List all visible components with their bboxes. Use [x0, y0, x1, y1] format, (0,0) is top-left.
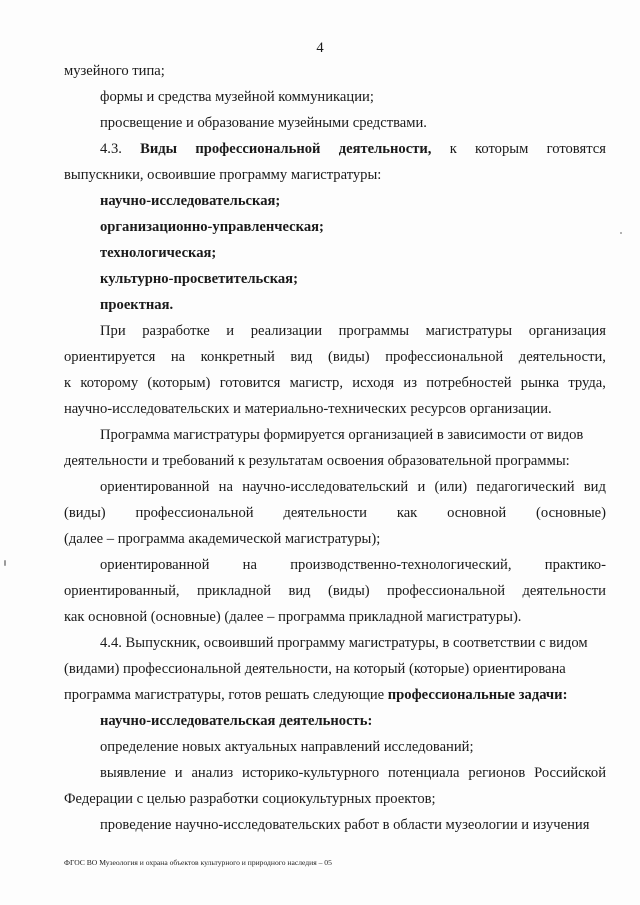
word: конкретный [200, 349, 275, 365]
word: регионов [468, 765, 526, 781]
word: которому [80, 375, 139, 391]
word: вид [583, 479, 606, 495]
word: как [396, 505, 418, 521]
text-line: как основной (основные) (далее – программа прикладной магистратуры). [64, 609, 522, 625]
word: Виды [140, 141, 178, 157]
word: основной [447, 505, 507, 521]
word: и [226, 323, 235, 339]
word: на [242, 557, 257, 573]
word: программы [338, 323, 410, 339]
activity-list-item: культурно-просветительская; [100, 271, 298, 287]
text-span: программа магистратуры, готов решать следующие [64, 687, 388, 703]
word: профессиональной [195, 141, 321, 157]
word: деятельности [522, 583, 606, 599]
word: готовятся [546, 141, 606, 157]
word: к [449, 141, 457, 157]
word: анализ [191, 765, 234, 781]
word: на [170, 349, 186, 365]
justified-line [100, 322, 606, 340]
text-line: научно-исследовательских и материально-технических ресурсов организации. [64, 401, 552, 417]
word: труда, [568, 375, 606, 391]
word: Российской [534, 765, 606, 781]
scan-speck [620, 232, 622, 234]
word: (виды) [327, 583, 370, 599]
word: исходя [352, 375, 395, 391]
word: деятельности, [338, 141, 432, 157]
text-line: выпускники, освоившие программу магистратуры: [64, 167, 382, 183]
justified-line [100, 764, 606, 782]
word: потенциала [387, 765, 460, 781]
word: (основные) [536, 505, 606, 521]
word: 4.3. [100, 141, 122, 157]
activity-list-item: научно-исследовательская; [100, 193, 281, 209]
text-line: формы и средства музейной коммуникации; [100, 89, 374, 105]
word: которым [475, 141, 529, 157]
section-4-3-heading [100, 140, 606, 158]
word: (виды) [328, 349, 370, 365]
word: (или) [434, 479, 468, 495]
justified-line [64, 374, 606, 392]
word: из [403, 375, 417, 391]
page-footer: ФГОС ВО Музеология и охрана объектов культурного и природного наследия – 05 [64, 858, 332, 867]
text-line: определение новых актуальных направлений исследований; [100, 739, 474, 755]
word: профессиональной [387, 583, 506, 599]
research-activity-heading: научно-исследовательская деятельность: [100, 713, 373, 729]
scan-speck [4, 560, 6, 566]
word: производственно-технологический, [290, 557, 512, 573]
word: педагогический [476, 479, 575, 495]
word: ориентируется [64, 349, 156, 365]
word: (которым) [147, 375, 211, 391]
word: деятельности, [518, 349, 606, 365]
word: магистр, [289, 375, 343, 391]
word: готовится [219, 375, 281, 391]
word: рынка [520, 375, 560, 391]
activity-list-item: технологическая; [100, 245, 217, 261]
word: и [417, 479, 426, 495]
justified-line [100, 478, 606, 496]
word: (виды) [64, 505, 106, 521]
text-line: деятельности и требований к результатам освоения образовательной программы: [64, 453, 570, 469]
word: ориентированной [100, 557, 210, 573]
word: практико- [544, 557, 606, 573]
word: разработке [142, 323, 210, 339]
text-line: проведение научно-исследовательских работ в области музеологии и изучения [100, 817, 590, 833]
justified-line [64, 582, 606, 600]
activity-list-item: организационно-управленческая; [100, 219, 324, 235]
text-line: (видами) профессиональной деятельности, на который (которые) ориентирована [64, 661, 566, 677]
professional-tasks-heading: профессиональные задачи: [387, 687, 568, 703]
text-line: музейного типа; [64, 63, 165, 79]
justified-line [64, 348, 606, 366]
word: магистратуры [425, 323, 513, 339]
word: ориентированный, [64, 583, 180, 599]
word: и [174, 765, 183, 781]
text-line: Федерации с целью разработки социокультурных проектов; [64, 791, 436, 807]
word: историко-культурного [242, 765, 380, 781]
text-line: Программа магистратуры формируется организацией в зависимости от видов [100, 427, 584, 443]
word: прикладной [196, 583, 272, 599]
word: При [100, 323, 126, 339]
word: организация [528, 323, 606, 339]
word: профессиональной [385, 349, 504, 365]
word: на [218, 479, 233, 495]
activity-list-item: проектная. [100, 297, 174, 313]
page-number: 4 [316, 40, 324, 56]
text-line [64, 686, 567, 704]
word: ориентированной [100, 479, 210, 495]
word: научно-исследовательский [242, 479, 409, 495]
word: профессиональной [135, 505, 254, 521]
justified-line [100, 556, 606, 574]
word: выявление [100, 765, 166, 781]
text-line: просвещение и образование музейными средствами. [100, 115, 427, 131]
word: вид [288, 583, 311, 599]
word: вид [290, 349, 313, 365]
word: реализации [250, 323, 323, 339]
justified-line [64, 504, 606, 522]
text-line: (далее – программа академической магистратуры); [64, 531, 381, 547]
text-line: 4.4. Выпускник, освоивший программу магистратуры, в соответствии с видом [100, 635, 588, 651]
word: к [64, 375, 72, 391]
word: потребностей [426, 375, 512, 391]
word: деятельности [283, 505, 367, 521]
